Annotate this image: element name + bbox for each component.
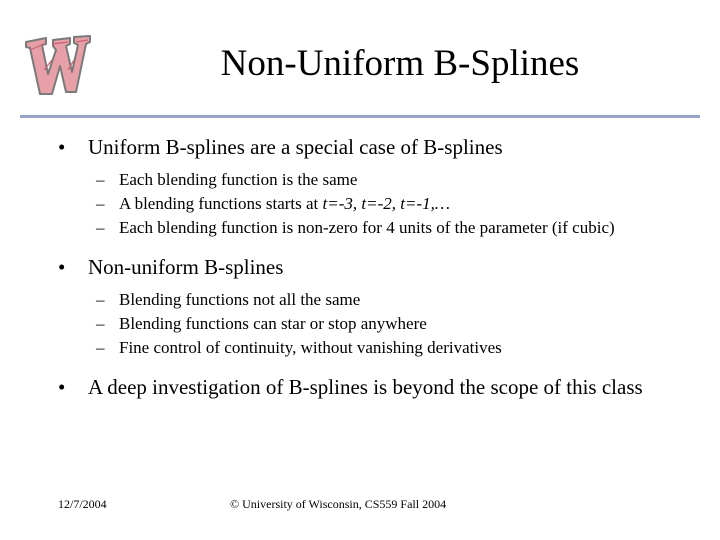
footer-credit: © University of Wisconsin, CS559 Fall 2004 [230, 497, 447, 511]
dash-icon: – [96, 338, 105, 357]
sub-bullet-item [58, 288, 698, 312]
sub-bullet-text: Each blending function is the same [119, 170, 358, 189]
university-logo-icon [22, 30, 94, 100]
bullet-icon: • [58, 375, 66, 399]
bullet-icon: • [58, 135, 66, 159]
bullet-text: Non-uniform B-splines [88, 255, 284, 279]
slide-title: Non-Uniform B-Splines [220, 43, 580, 84]
dash-icon: – [96, 170, 105, 189]
footer-date: 12/7/2004 [58, 497, 107, 511]
dash-icon: – [96, 314, 105, 333]
sub-bullet-text: Blending functions can star or stop anywhere [119, 314, 427, 333]
bullet-item [58, 134, 698, 160]
parameter-values: t=-3, t=-2, t=-1,… [322, 194, 450, 213]
dash-icon: – [96, 194, 105, 213]
sub-list [58, 288, 698, 360]
dash-icon: – [96, 218, 105, 237]
bullet-text: Uniform B-splines are a special case of B-splines [88, 135, 503, 159]
sub-bullet-text: Each blending function is non-zero for 4 units of the parameter (if cubic) [119, 218, 615, 237]
sub-bullet-item [58, 192, 698, 216]
dash-icon: – [96, 290, 105, 309]
sub-bullet-item [58, 312, 698, 336]
sub-bullet-text: Fine control of continuity, without vanishing derivatives [119, 338, 502, 357]
sub-bullet-text: A blending functions starts at [119, 194, 323, 213]
bullet-icon: • [58, 255, 66, 279]
bullet-text: A deep investigation of B-splines is beyond the scope of this class [88, 375, 643, 399]
bullet-item [58, 254, 698, 280]
sub-bullet-item [58, 336, 698, 360]
title-divider [20, 115, 700, 118]
slide-body [58, 130, 698, 400]
sub-bullet-text: Blending functions not all the same [119, 290, 361, 309]
sub-list [58, 168, 698, 240]
bullet-item [58, 374, 698, 400]
sub-bullet-item [58, 216, 698, 240]
sub-bullet-item [58, 168, 698, 192]
